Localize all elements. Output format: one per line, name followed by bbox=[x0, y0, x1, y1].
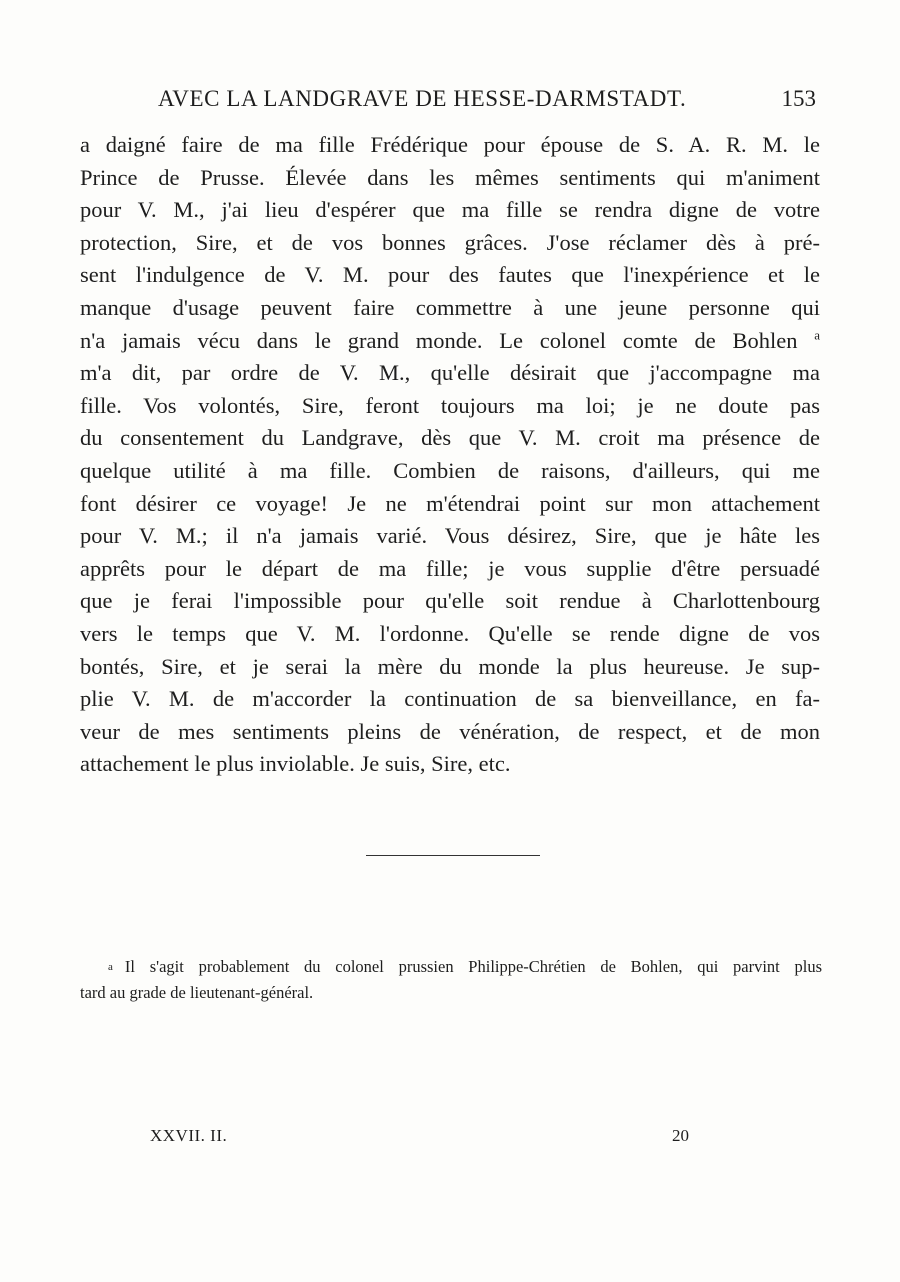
body-line: plie V. M. de m'accorder la continuation de sa bienveillance, en fa- bbox=[80, 686, 820, 712]
footnote-marker: a bbox=[108, 961, 113, 973]
footnote-text-1: Il s'agit probablement du colonel prussien Philippe-Chrétien de Bohlen, qui parvint plus bbox=[124, 957, 822, 976]
body-line: sent l'indulgence de V. M. pour des fautes que l'inexpérience et le bbox=[80, 262, 820, 288]
body-line: a daigné faire de ma fille Frédérique pour épouse de S. A. R. M. le bbox=[80, 132, 820, 157]
footnote-text-2: tard au grade de lieutenant-général. bbox=[80, 983, 314, 1002]
body-line: pour V. M.; il n'a jamais varié. Vous désirez, Sire, que je hâte les bbox=[80, 523, 820, 549]
body-line: Prince de Prusse. Élevée dans les mêmes sentiments qui m'animent bbox=[80, 164, 820, 190]
page-number: 153 bbox=[781, 86, 816, 111]
body-line: du consentement du Landgrave, dès que V. M. croit ma présence de bbox=[80, 425, 820, 451]
letter-body bbox=[80, 129, 820, 781]
body-line: m'a dit, par ordre de V. M., qu'elle désirait que j'accompagne ma bbox=[80, 360, 820, 386]
body-line: que je ferai l'impossible pour qu'elle soit rendue à Charlottenbourg bbox=[80, 588, 820, 614]
body-line-text: n'a jamais vécu dans le grand monde. Le colonel comte de Bohlen bbox=[80, 327, 798, 353]
body-line: bontés, Sire, et je serai la mère du monde la plus heureuse. Je sup- bbox=[80, 653, 820, 679]
footnote-line bbox=[80, 954, 822, 980]
section-divider bbox=[366, 855, 540, 856]
body-line: fille. Vos volontés, Sire, feront toujours ma loi; je ne doute pas bbox=[80, 392, 820, 418]
body-line: apprêts pour le départ de ma fille; je vous supplie d'être persuadé bbox=[80, 555, 820, 581]
body-line: veur de mes sentiments pleins de vénération, de respect, et de mon bbox=[80, 718, 820, 744]
body-line: protection, Sire, et de vos bonnes grâces. J'ose réclamer dès à pré- bbox=[80, 229, 820, 255]
body-line-last: attachement le plus inviolable. Je suis, Sire, etc. bbox=[80, 751, 511, 777]
body-line: manque d'usage peuvent faire commettre à une jeune personne qui bbox=[80, 294, 820, 320]
body-line-with-footnote bbox=[80, 325, 820, 358]
sheet-number: 20 bbox=[672, 1126, 689, 1145]
body-line: pour V. M., j'ai lieu d'espérer que ma fille se rendra digne de votre bbox=[80, 197, 820, 223]
printer-signature: XXVII. II. bbox=[150, 1126, 228, 1145]
body-line: font désirer ce voyage! Je ne m'étendrai point sur mon attachement bbox=[80, 490, 820, 516]
body-line: quelque utilité à ma fille. Combien de raisons, d'ailleurs, qui me bbox=[80, 457, 820, 483]
running-header-title: AVEC LA LANDGRAVE DE HESSE-DARMSTADT. bbox=[158, 86, 687, 111]
footnote-reference: a bbox=[814, 327, 820, 343]
footnote bbox=[80, 954, 822, 1005]
body-line: vers le temps que V. M. l'ordonne. Qu'elle se rende digne de vos bbox=[80, 620, 820, 646]
